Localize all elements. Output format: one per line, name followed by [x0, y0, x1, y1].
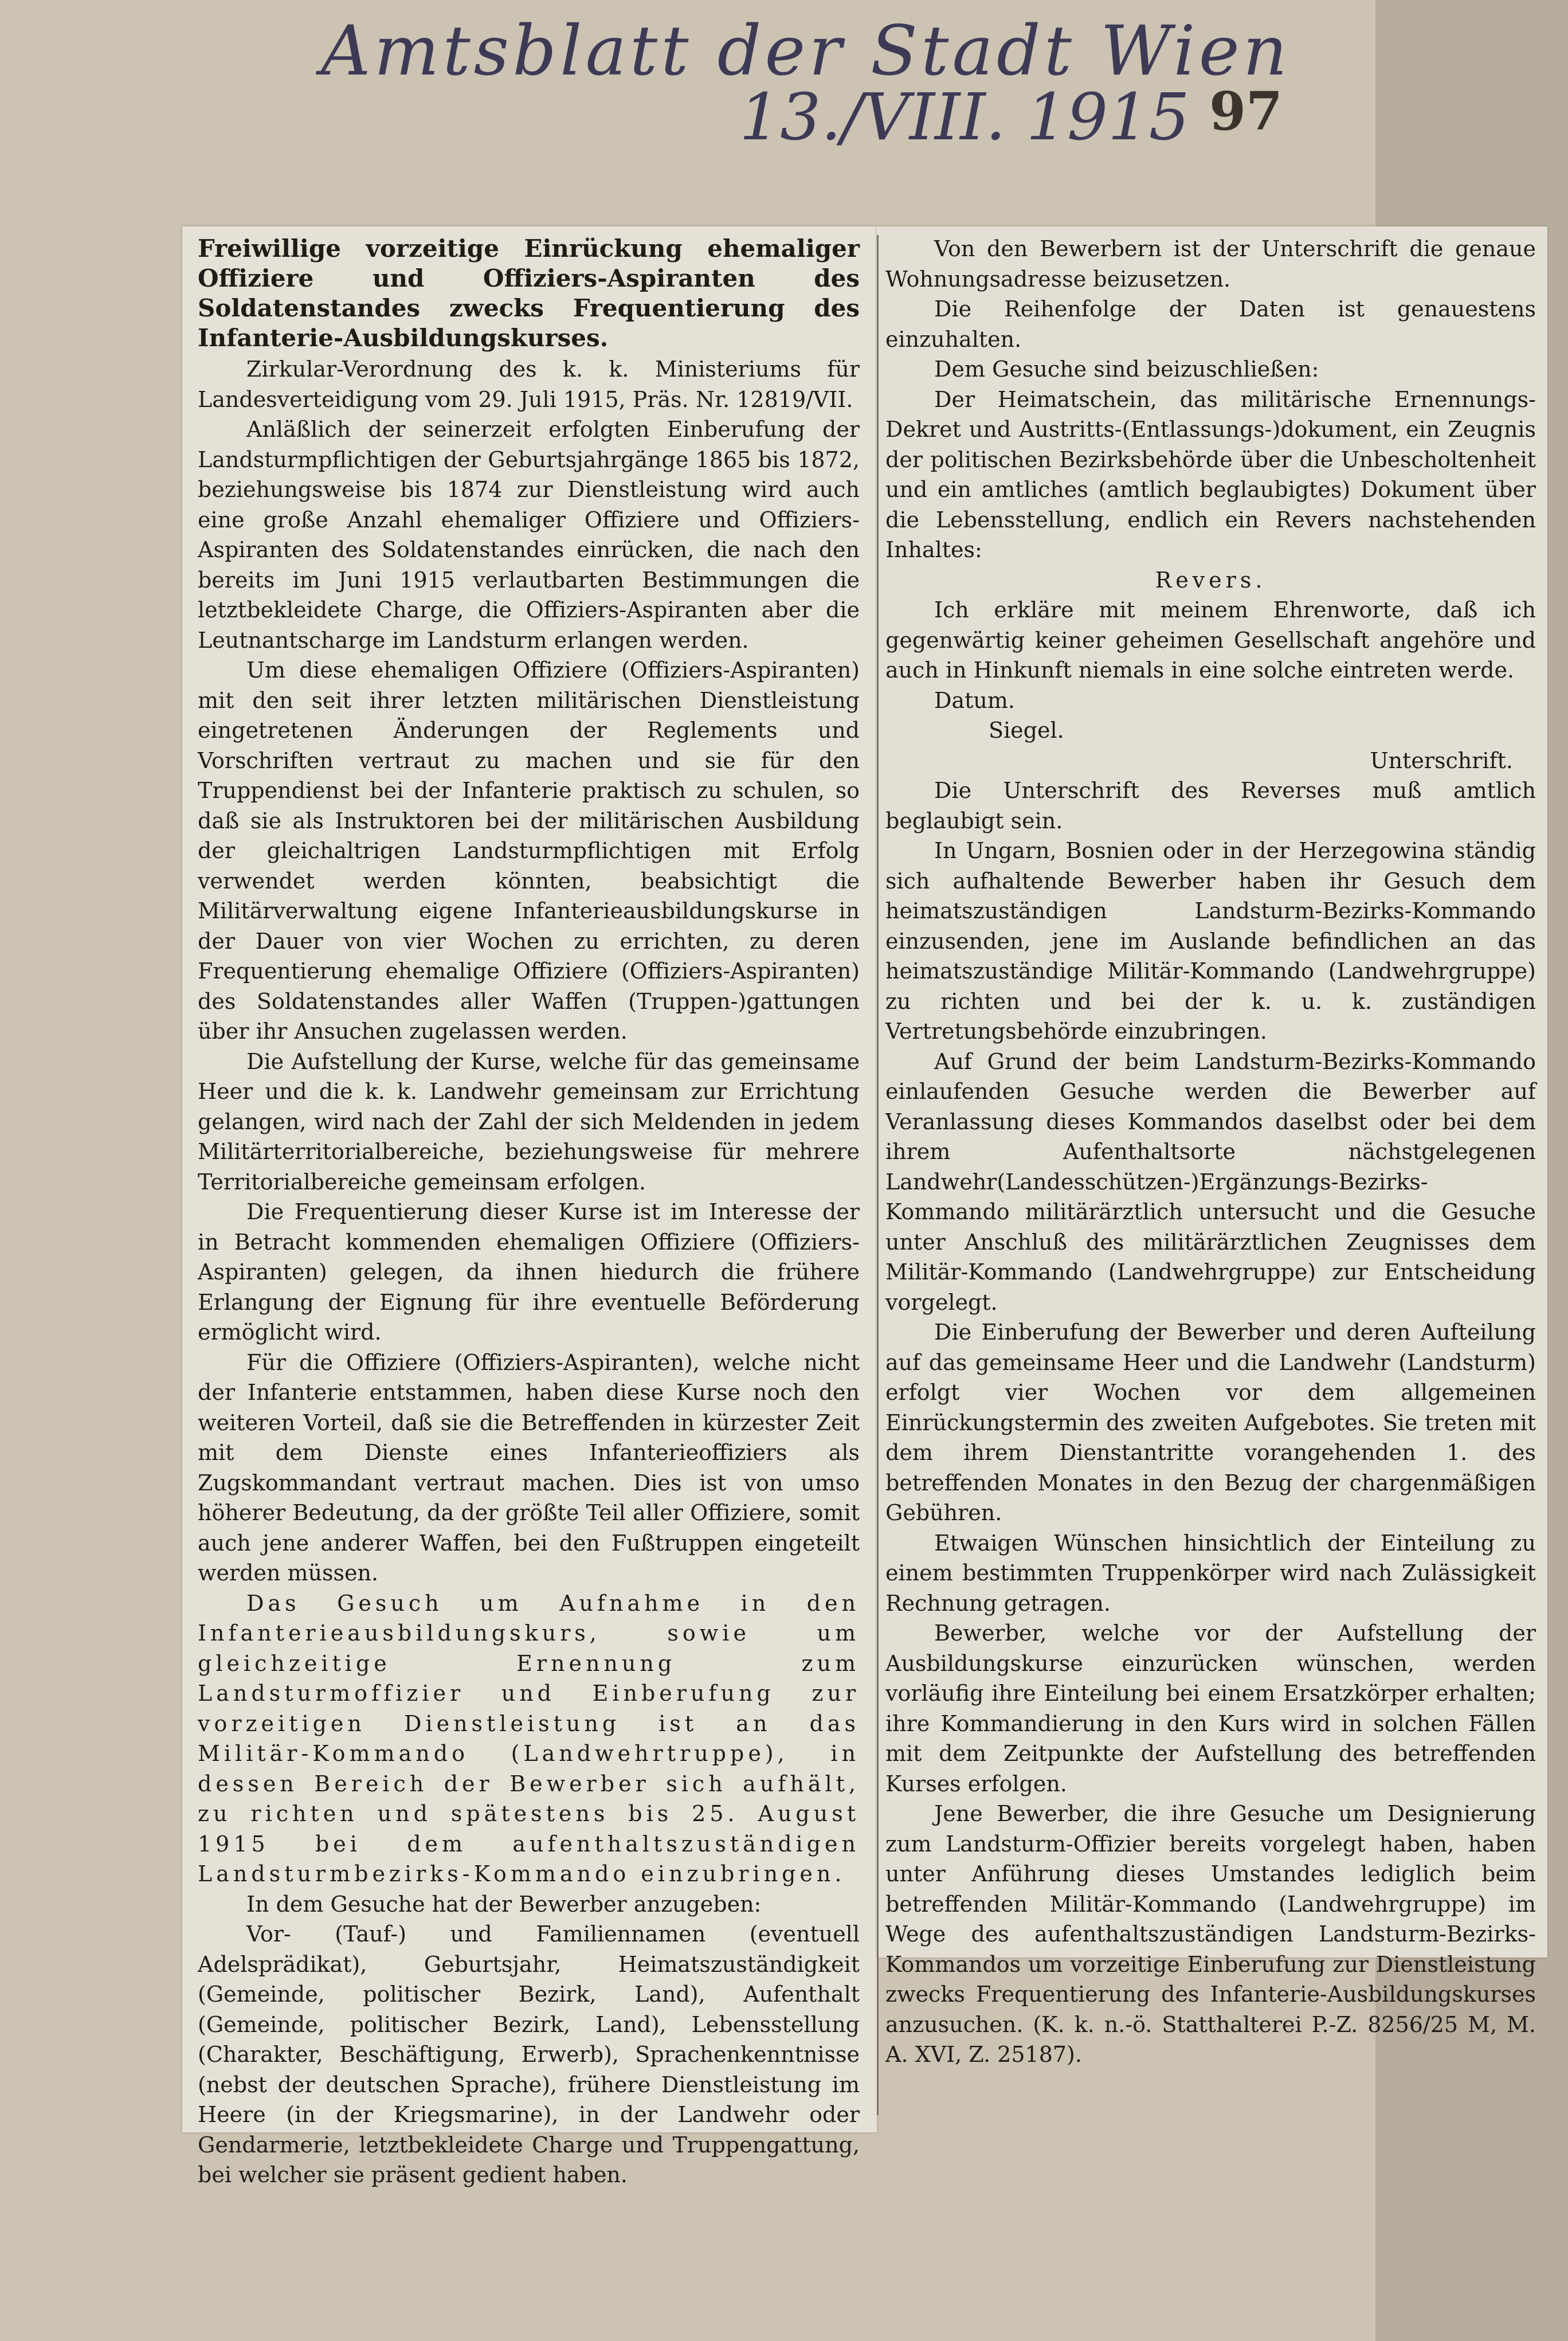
paragraph: Vor- (Tauf-) und Familiennamen (eventuell Adelsprädikat), Geburtsjahr, Heimatszuständigkeit (Gemeinde, politischer Bezirk, Land), Aufenthalt (Gemeinde, politischer Bezirk, Land), Lebensstellung (Charakter, Beschäftigung, Erwerb), Sprachenkenntnisse (nebst der deutschen Sprache), frühere Dienstleistung im Heere (in der Kriegsmarine), in der Landwehr oder Gendarmerie, letztbekleidete Charge und Truppengattung, bei welcher sie präsent gedient haben.: [198, 1921, 860, 2187]
paragraph: Dem Gesuche sind beizuschließen:: [934, 357, 1319, 382]
right-column: [885, 234, 1536, 2070]
paragraph: Jene Bewerber, die ihre Gesuche um Designierung zum Landsturm-Offizier bereits vorgelegt haben, haben unter Anführung dieses Umstandes lediglich beim betreffenden Militär-Kommando (Landwehrgruppe) im Wege des aufenthaltszuständigen Landsturm-Bezirks-Kommandos um vorzeitige Einberufung zur Dienstleistung zwecks Frequentierung des Infanterie-Ausbildungskurses anzusuchen. (K. k. n.-ö. Statthalterei P.-Z. 8256/25 M, M. A. XVI, Z. 25187).: [885, 1801, 1536, 2067]
column-divider: [877, 235, 879, 2115]
revers-siegel: Siegel.: [989, 718, 1064, 743]
decree-reference: Zirkular-Verordnung des k. k. Ministeriums für Landesverteidigung vom 29. Juli 1915, Präs. Nr. 12819/VII.: [198, 357, 860, 412]
paragraph: In Ungarn, Bosnien oder in der Herzegowina ständig sich aufhaltende Bewerber haben ihr Gesuch dem heimatszuständigen Landsturm-Bezirks-Kommando einzusenden, jene im Auslande befindlichen an das heimatszuständige Militär-Kommando (Landwehrgruppe) zu richten und bei der k. u. k. zuständigen Vertretungsbehörde einzubringen.: [885, 838, 1536, 1044]
paragraph: Von den Bewerbern ist der Unterschrift die genaue Wohnungsadresse beizusetzen.: [885, 236, 1536, 292]
paragraph: Die Aufstellung der Kurse, welche für das gemeinsame Heer und die k. k. Landwehr gemeinsam zur Errichtung gelangen, wird nach der Zahl der sich Meldenden in jedem Militärterritorialbereiche, beziehungsweise für mehrere Territorialbereiche gemeinsam erfolgen.: [198, 1048, 860, 1195]
paragraph: Bewerber, welche vor der Aufstellung der Ausbildungskurse einzurücken wünschen, werden vorläufig ihre Einteilung bei einem Ersatzkörper erhalten; ihre Kommandierung in den Kurs wird in solchen Fällen mit dem Zeitpunkte der Aufstellung des betreffenden Kurses erfolgen.: [885, 1620, 1536, 1796]
revers-text: Ich erkläre mit meinem Ehrenworte, daß ich gegenwärtig keiner geheimen Gesellschaft angehöre und auch in Hinkunft niemals in eine solche eintreten werde.: [885, 597, 1536, 683]
paragraph: Etwaigen Wünschen hinsichtlich der Einteilung zu einem bestimmten Truppenkörper wird nach Zulässigkeit Rechnung getragen.: [885, 1530, 1536, 1616]
article-headline: Freiwillige vorzeitige Einrückung ehemaliger Offiziere und Offiziers-Aspiranten des Soldatenstandes zwecks Frequentierung des Infanterie-Ausbildungskurses.: [198, 234, 860, 352]
paragraph: Der Heimatschein, das militärische Ernennungs-Dekret und Austritts-(Entlassungs-)dokument, ein Zeugnis der politischen Bezirksbehörde über die Unbescholtenheit und ein amtliches (amtlich beglaubigtes) Dokument über die Lebensstellung, endlich ein Revers nachstehenden Inhaltes:: [885, 386, 1536, 562]
paragraph: Die Reihenfolge der Daten ist genauestens einzuhalten.: [885, 296, 1536, 352]
paragraph: Die Unterschrift des Reverses muß amtlich beglaubigt sein.: [885, 778, 1536, 833]
paragraph: Die Einberufung der Bewerber und deren Aufteilung auf das gemeinsame Heer und die Landwehr (Landsturm) erfolgt vier Wochen vor dem allgemeinen Einrückungstermin des zweiten Aufgebotes. Sie treten mit dem ihrem Dienstantritte vorangehenden 1. des betreffenden Monates in den Bezug der chargenmäßigen Gebühren.: [885, 1320, 1536, 1525]
paragraph: Für die Offiziere (Offiziers-Aspiranten), welche nicht der Infanterie entstammen, haben diese Kurse noch den weiteren Vorteil, daß sie die Betreffenden in kürzester Zeit mit dem Dienste eines Infanterieoffiziers als Zugskommandant vertraut machen. Dies ist von umso höherer Bedeutung, da der größte Teil aller Offiziere, somit auch jene anderer Waffen, bei den Fußtruppen eingeteilt werden müssen.: [198, 1349, 860, 1586]
revers-heading: Revers.: [1155, 567, 1267, 593]
left-column: [198, 234, 860, 2190]
handwritten-date: 13./VIII. 1915: [739, 80, 1190, 155]
page-number: 97: [1209, 80, 1283, 142]
paragraph: Anläßlich der seinerzeit erfolgten Einberufung der Landsturmpflichtigen der Geburtsjahrgänge 1865 bis 1872, beziehungsweise bis 1874 zur Dienstleistung wird auch eine große Anzahl ehemaliger Offiziere und Offiziers-Aspiranten des Soldatenstandes einrücken, die nach den bereits im Juni 1915 verlautbarten Bestimmungen die letztbekleidete Charge, die Offiziers-Aspiranten aber die Leutnantscharge im Landsturm erlangen werden.: [198, 417, 860, 653]
paragraph-application: Das Gesuch um Aufnahme in den Infanterieausbildungskurs, sowie um gleichzeitige Ernennung zum Landsturmoffizier und Einberufung zur vorzeitigen Dienstleistung ist an das Militär-Kommando (Landwehrtruppe), in dessen Bereich der Bewerber sich aufhält, zu richten und spätestens bis 25. August 1915 bei dem aufenthaltszuständigen Landsturmbezirks-Kommando einzubringen.: [198, 1590, 860, 1886]
handwritten-source-title: Amtsblatt der Stadt Wien: [321, 11, 1291, 91]
revers-datum: Datum.: [934, 687, 1015, 713]
revers-unterschrift: Unterschrift.: [1370, 747, 1513, 773]
paragraph: In dem Gesuche hat der Bewerber anzugeben:: [246, 1891, 762, 1917]
paragraph: Um diese ehemaligen Offiziere (Offiziers-Aspiranten) mit den seit ihrer letzten militärischen Dienstleistung eingetretenen Änderungen der Reglements und Vorschriften vertraut zu machen und sie für den Truppendienst bei der Infanterie praktisch zu schulen, so daß sie als Instruktoren bei der militärischen Ausbildung der gleichaltrigen Landsturmpflichtigen mit Erfolg verwendet werden könnten, beabsichtigt die Militärverwaltung eigene Infanterieausbildungskurse in der Dauer von vier Wochen zu errichten, zu deren Frequentierung ehemalige Offiziere (Offiziers-Aspiranten) des Soldatenstandes aller Waffen (Truppen-)gattungen über ihr Ansuchen zugelassen werden.: [198, 657, 860, 1044]
paragraph: Auf Grund der beim Landsturm-Bezirks-Kommando einlaufenden Gesuche werden die Bewerber auf Veranlassung dieses Kommandos daselbst oder bei dem ihrem Aufenthaltsorte nächstgelegenen Landwehr(Landesschützen-)Ergänzungs-Bezirks-Kommando militärärztlich untersucht und die Gesuche unter Anschluß des militärärztlichen Zeugnisses dem Militär-Kommando (Landwehrgruppe) zur Entscheidung vorgelegt.: [885, 1048, 1536, 1315]
paragraph: Die Frequentierung dieser Kurse ist im Interesse der in Betracht kommenden ehemaligen Offiziere (Offiziers-Aspiranten) gelegen, da ihnen hiedurch die frühere Erlangung der Eignung für ihre eventuelle Beförderung ermöglicht wird.: [198, 1199, 860, 1345]
